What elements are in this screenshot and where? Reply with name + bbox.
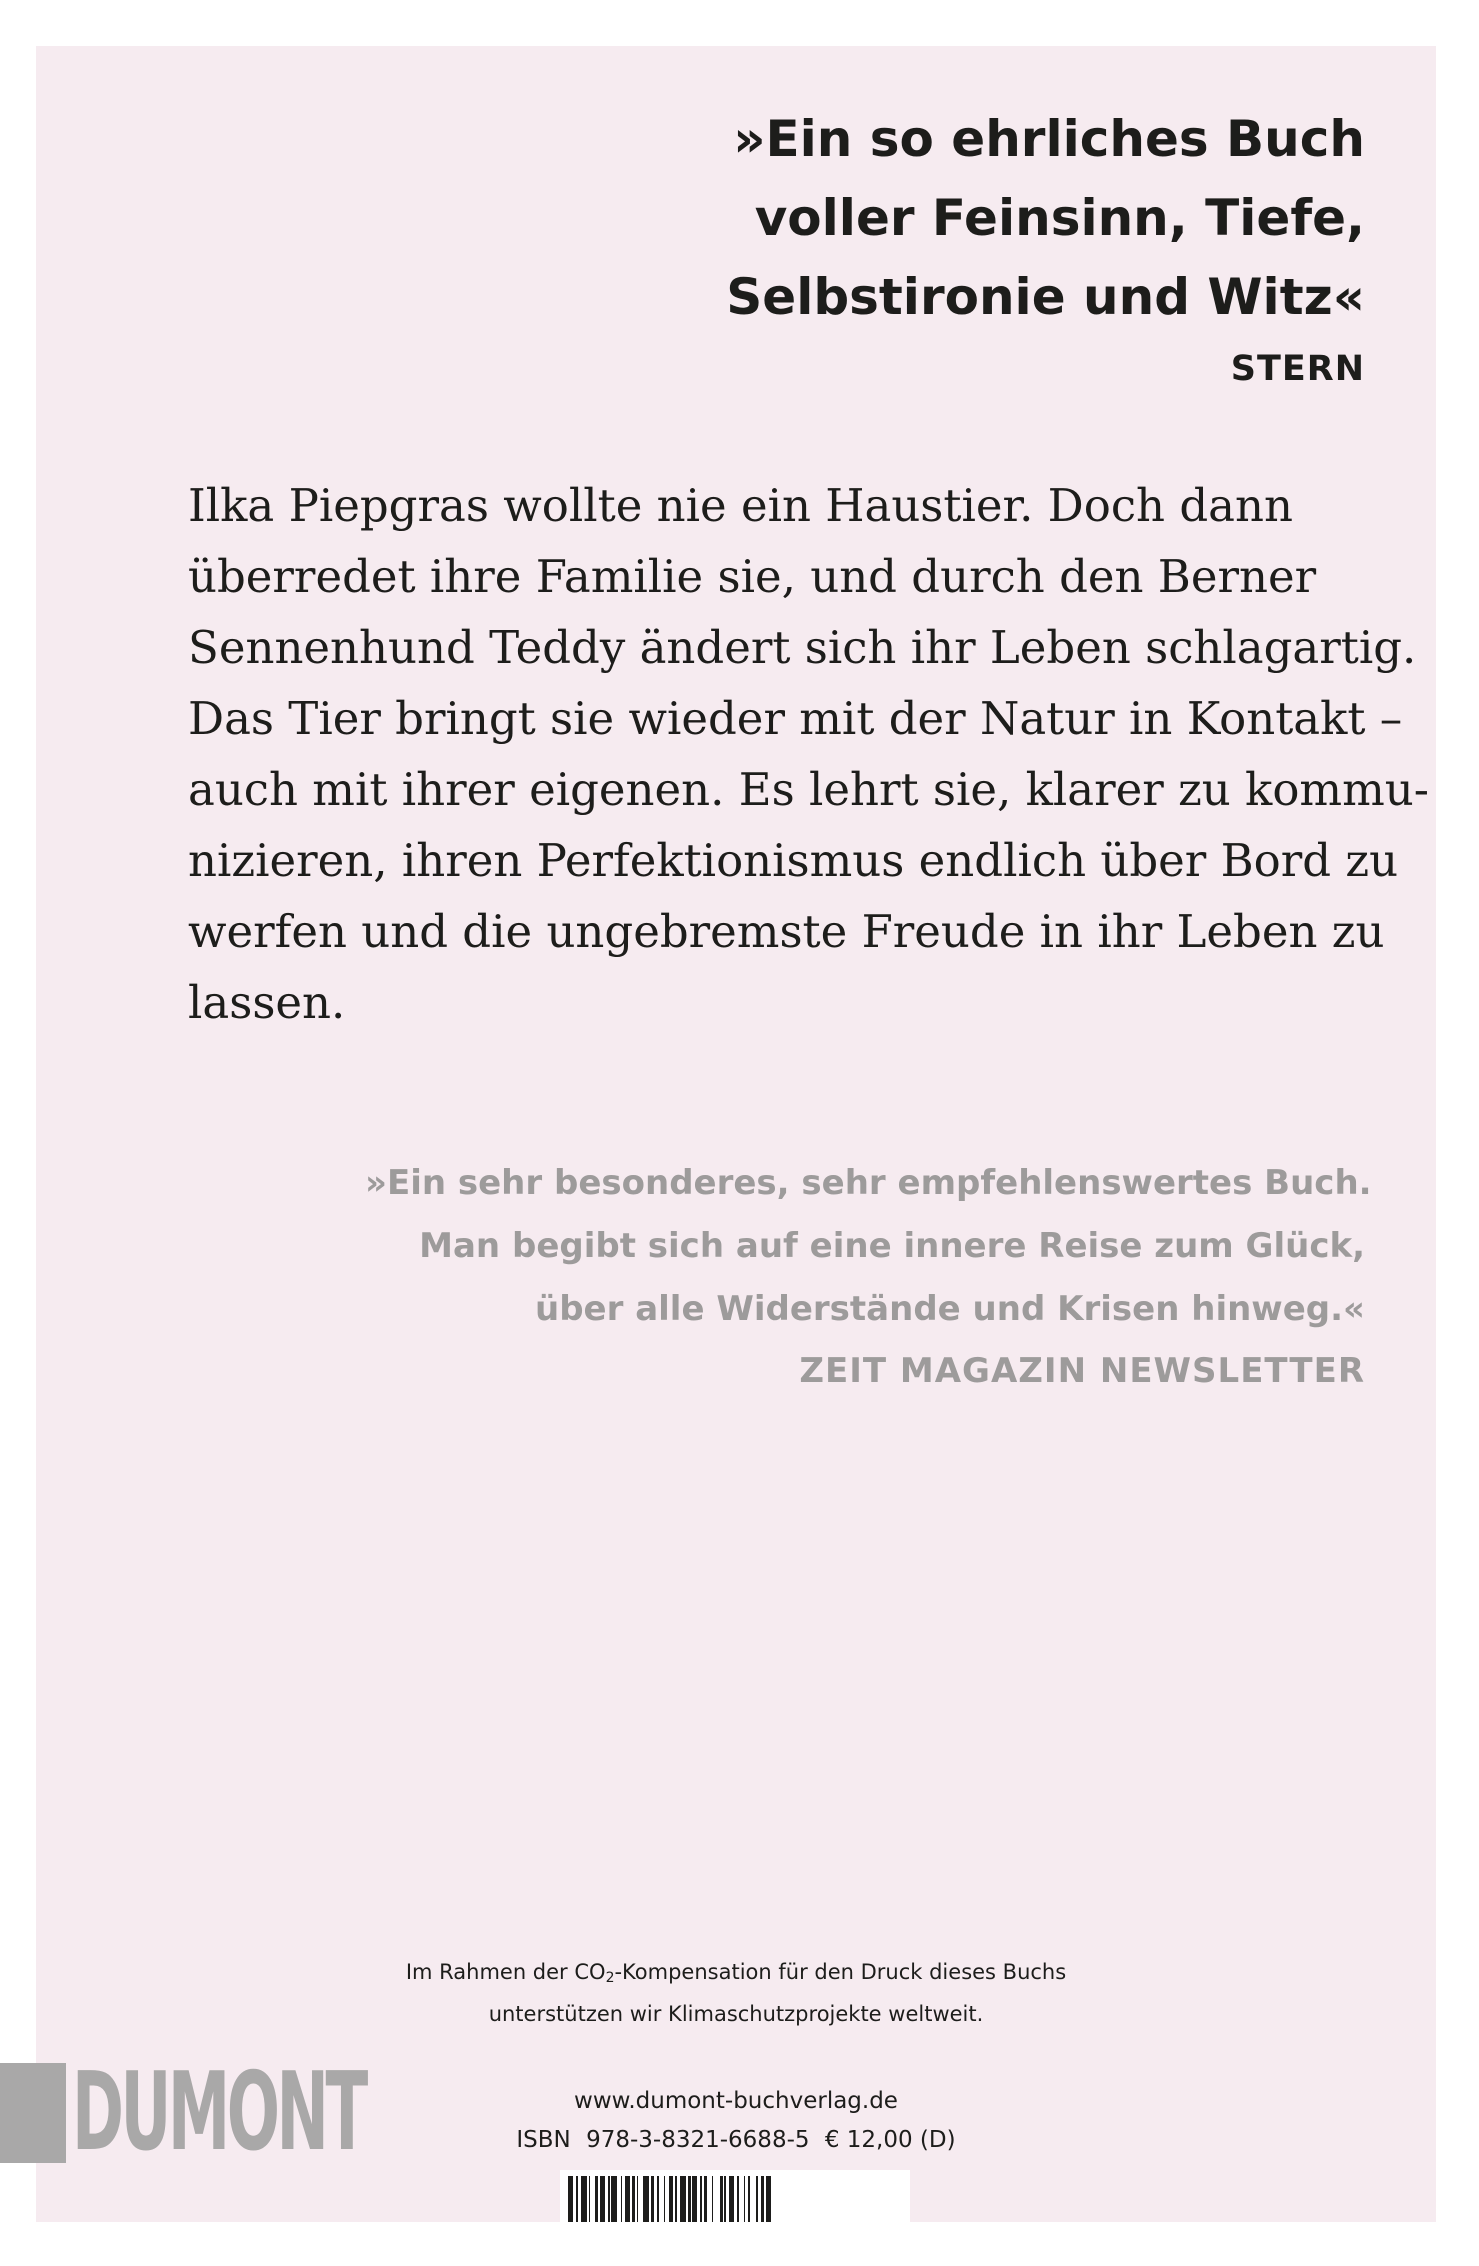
co2-text: Im Rahmen der CO <box>405 1960 606 1984</box>
co2-text: -Kompensation für den Druck dieses Buchs <box>614 1960 1067 1984</box>
back-cover <box>36 46 1436 2222</box>
co2-notice-line-1 <box>36 1954 1436 1996</box>
blurb-line: werfen und die ungebremste Freude in ihr Leben zu <box>188 905 1385 958</box>
price: € 12,00 (D) <box>824 2127 956 2153</box>
top-quote-line: Selbstironie und Witz« <box>726 268 1365 326</box>
blurb-line: auch mit ihrer eigenen. Es lehrt sie, klarer zu kommu- <box>188 763 1429 816</box>
middle-quote-source: ZEIT MAGAZIN NEWSLETTER <box>799 1351 1365 1391</box>
isbn-price-line <box>36 2122 1436 2158</box>
blurb-line: nizieren, ihren Perfektionismus endlich über Bord zu <box>188 834 1399 887</box>
middle-quote <box>365 1152 1372 1401</box>
logo-wordmark: DUMONT <box>72 2050 365 2175</box>
isbn-number: 978-3-8321-6688-5 <box>586 2127 810 2153</box>
blurb-line: lassen. <box>188 976 346 1029</box>
isbn-label: ISBN <box>516 2127 571 2153</box>
publisher-website: www.dumont-buchverlag.de <box>574 2088 898 2114</box>
middle-quote-line: »Ein sehr besonderes, sehr empfehlenswertes Buch. <box>365 1163 1372 1203</box>
co2-notice <box>36 1954 1436 2032</box>
blurb-line: Sennenhund Teddy ändert sich ihr Leben schlagartig. <box>188 621 1417 674</box>
top-quote-line: »Ein so ehrliches Buch <box>733 110 1365 168</box>
co2-subscript: 2 <box>605 1970 615 1986</box>
blurb-line: Das Tier bringt sie wieder mit der Natur in Kontakt – <box>188 692 1403 745</box>
blurb-line: überredet ihre Familie sie, und durch den Berner <box>188 550 1317 603</box>
top-quote-line: voller Feinsinn, Tiefe, <box>754 189 1365 247</box>
barcode <box>560 2170 910 2222</box>
blurb-line: Ilka Piepgras wollte nie ein Haustier. Doch dann <box>188 479 1293 532</box>
co2-notice-line-2: unterstützen wir Klimaschutzprojekte weltweit. <box>488 2002 984 2026</box>
middle-quote-line: Man begibt sich auf eine innere Reise zum Glück, <box>419 1226 1365 1266</box>
barcode-stripe <box>766 2176 771 2222</box>
middle-quote-line: über alle Widerstände und Krisen hinweg.« <box>535 1289 1365 1329</box>
top-quote-source: STERN <box>1230 349 1365 389</box>
book-blurb <box>188 470 1429 1038</box>
top-quote <box>605 100 1365 393</box>
